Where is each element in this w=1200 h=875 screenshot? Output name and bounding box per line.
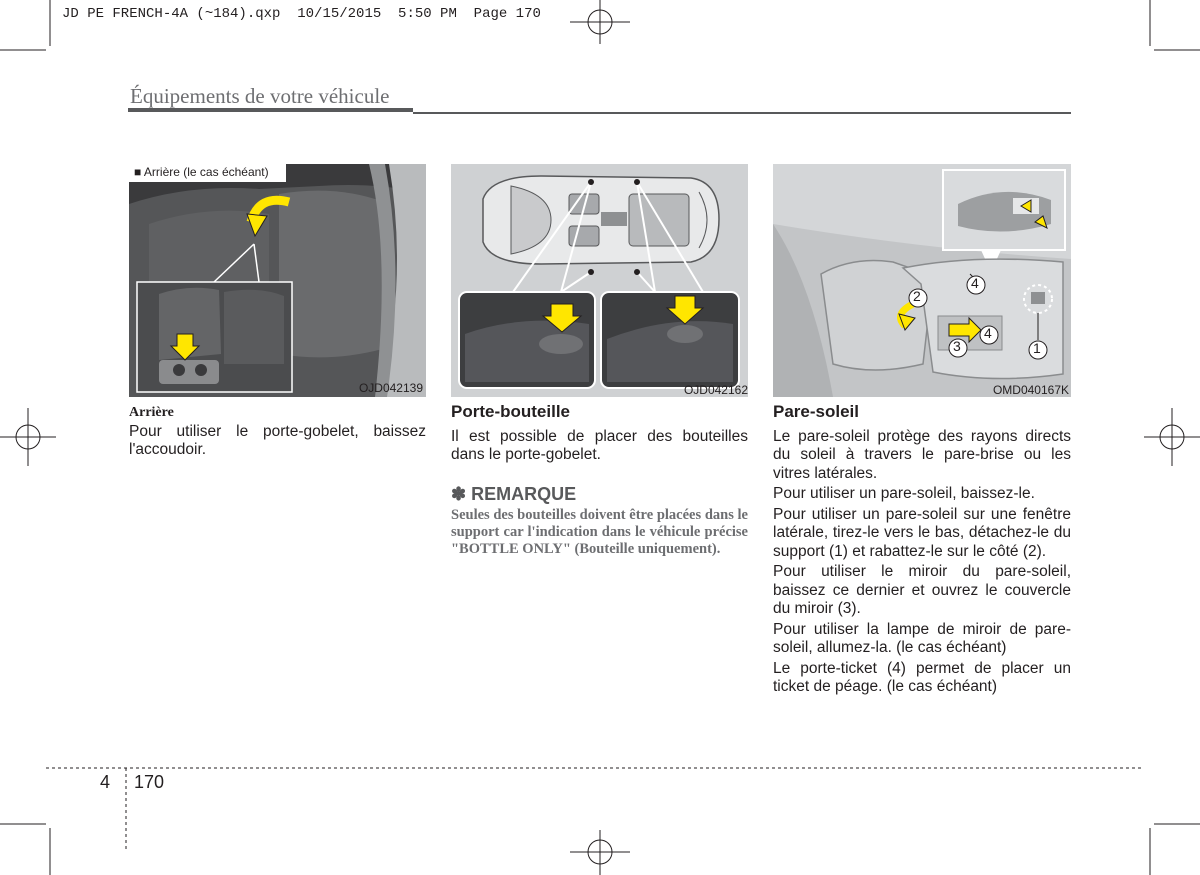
paragraph: Le porte-ticket (4) permet de placer un ticket de péage. (le cas échéant): [773, 659, 1071, 695]
callout-3: 3: [953, 338, 961, 354]
callout-4b: 4: [971, 275, 979, 291]
column-bottle-holder: [451, 403, 748, 558]
figure-bottle-holder: [451, 164, 748, 397]
header-rule-thick: [128, 108, 413, 112]
print-slug: JD PE FRENCH-4A (~184).qxp 10/15/2015 5:50 PM Page 170: [62, 6, 541, 22]
figure-code: OJD042162: [683, 383, 748, 397]
page-number: 170: [134, 772, 165, 792]
callout-1: 1: [1033, 340, 1041, 356]
callout-2: 2: [913, 288, 921, 304]
header-rule-thin: [413, 112, 1071, 114]
note-body: Seules des bouteilles doivent être placées dans le support car l'indication dans le véhicule précise "BOTTLE ONLY" (Bouteille uniquement).: [451, 507, 748, 557]
figure-code: OJD042139: [358, 381, 423, 395]
chapter-number: 4: [100, 772, 111, 792]
paragraph: Pour utiliser la lampe de miroir de pare-soleil, allumez-la. (le cas échéant): [773, 620, 1071, 656]
paragraph: Pour utiliser le miroir du pare-soleil, baissez ce dernier et ouvrez le couvercle du miroir (3).: [773, 563, 1071, 617]
body-text: Pour utiliser le porte-gobelet, baissez l'accoudoir.: [129, 422, 426, 458]
paragraph: Pour utiliser un pare-soleil sur une fenêtre latérale, tirez-le vers le bas, détachez-le du support (1) et rabattez-le sur le côté (2).: [773, 505, 1071, 560]
figure-rear-armrest: [129, 164, 426, 397]
paragraph: Pour utiliser un pare-soleil, baissez-le.: [773, 485, 1035, 502]
page-header-title: Équipements de votre véhicule: [130, 84, 390, 108]
section-heading-bottle-holder: Porte-bouteille: [451, 402, 571, 421]
section-heading-rear: Arrière: [129, 405, 174, 420]
note-title: ✽ REMARQUE: [451, 483, 577, 504]
column-sun-visor: [773, 403, 1071, 699]
body-text: Il est possible de placer des bouteilles dans le porte-gobelet.: [451, 427, 748, 463]
paragraph: Le pare-soleil protège des rayons directs du soleil à travers le pare-brise ou les vitres latérales.: [773, 427, 1071, 482]
column-rear: [129, 404, 426, 462]
figure-caption: ■ Arrière (le cas échéant): [134, 165, 269, 179]
callout-4a: 4: [984, 325, 992, 341]
figure-sun-visor: [773, 164, 1071, 397]
figure-code: OMD040167K: [992, 383, 1069, 397]
section-heading-sun-visor: Pare-soleil: [773, 402, 859, 421]
